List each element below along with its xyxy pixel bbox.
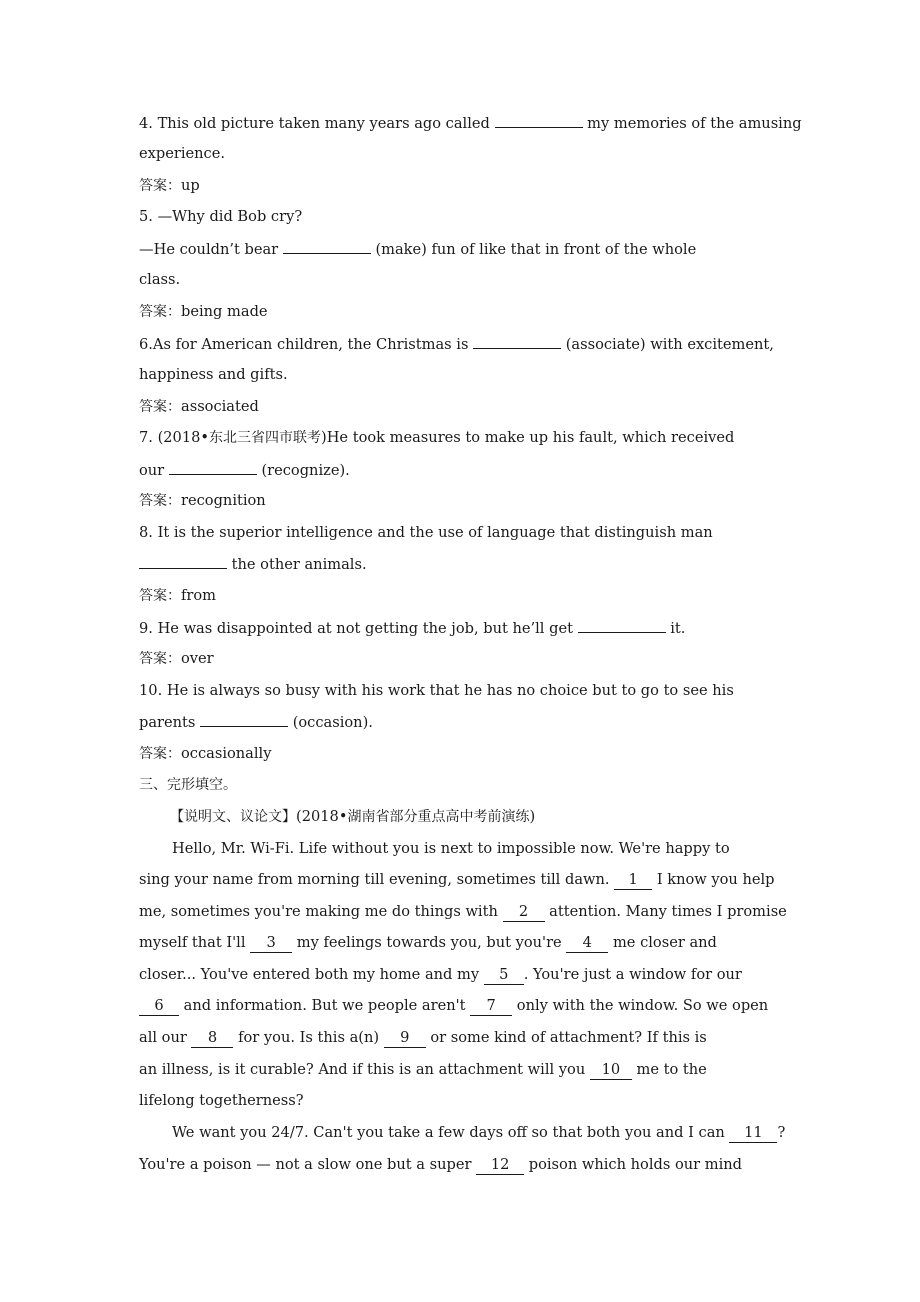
question-7: 7. (2018•东北三省四市联考)He took measures to make up his fault, which received xyxy=(139,429,735,446)
passage-line: an illness, is it curable? And if this is an attachment will you 10 me to the xyxy=(139,1061,707,1078)
answer-5: 答案：being made xyxy=(139,303,268,320)
passage-line: all our 8 for you. Is this a(n) 9 or some kind of attachment? If this is xyxy=(139,1029,707,1046)
question-8: 8. It is the superior intelligence and the use of language that distinguish man xyxy=(139,524,713,541)
answer-8: 答案：from xyxy=(139,587,217,604)
question-4: 4. This old picture taken many years ago called my memories of the amusing xyxy=(139,115,802,132)
answer-9: 答案：over xyxy=(139,650,214,667)
cloze-blank-11: 11 xyxy=(729,1124,777,1143)
question-6-cont: happiness and gifts. xyxy=(139,366,288,383)
cloze-blank-6: 6 xyxy=(139,997,179,1016)
question-4-cont: experience. xyxy=(139,145,225,162)
passage-line: sing your name from morning till evening, sometimes till dawn. 1 I know you help xyxy=(139,871,775,888)
cloze-blank-10: 10 xyxy=(590,1061,632,1080)
question-5: 5. —Why did Bob cry? xyxy=(139,208,303,225)
question-8-cont: the other animals. xyxy=(139,554,367,575)
question-10: 10. He is always so busy with his work that he has no choice but to go to see his xyxy=(139,682,734,699)
answer-7: 答案：recognition xyxy=(139,492,266,509)
passage-line: myself that I'll 3 my feelings towards you, but you're 4 me closer and xyxy=(139,934,717,951)
answer-blank xyxy=(495,113,583,128)
question-6: 6.As for American children, the Christmas is (associate) with excitement, xyxy=(139,336,774,353)
cloze-blank-4: 4 xyxy=(566,934,608,953)
question-10-cont: parents (occasion). xyxy=(139,714,373,731)
passage-line: lifelong togetherness? xyxy=(139,1092,304,1109)
answer-4: 答案：up xyxy=(139,177,200,194)
cloze-blank-2: 2 xyxy=(503,903,545,922)
answer-blank xyxy=(473,334,561,349)
cloze-blank-1: 1 xyxy=(614,871,652,890)
question-5-reply: —He couldn’t bear (make) fun of like that in front of the whole xyxy=(139,241,697,258)
cloze-blank-9: 9 xyxy=(384,1029,426,1048)
answer-blank xyxy=(200,712,288,727)
passage-line: We want you 24/7. Can't you take a few days off so that both you and I can 11 ? xyxy=(172,1124,786,1141)
answer-blank xyxy=(283,239,371,254)
passage-line: You're a poison — not a slow one but a super 12 poison which holds our mind xyxy=(139,1156,743,1173)
passage-line: me, sometimes you're making me do things with 2 attention. Many times I promise xyxy=(139,903,787,920)
passage-line: 6 and information. But we people aren't 7 only with the window. So we open xyxy=(139,996,768,1016)
answer-blank xyxy=(139,554,227,569)
cloze-blank-5: 5 xyxy=(484,966,524,985)
cloze-blank-7: 7 xyxy=(470,997,512,1016)
cloze-blank-12: 12 xyxy=(476,1156,524,1175)
answer-blank xyxy=(578,618,666,633)
question-7-cont: our (recognize). xyxy=(139,462,350,479)
section-title: 三、完形填空。 xyxy=(139,777,237,793)
answer-blank xyxy=(169,460,257,475)
section-source: 【说明文、议论文】(2018•湖南省部分重点高中考前演练) xyxy=(170,808,536,825)
passage-line: Hello, Mr. Wi-Fi. Life without you is next to impossible now. We're happy to xyxy=(172,840,730,857)
cloze-blank-8: 8 xyxy=(191,1029,233,1048)
question-5-cont: class. xyxy=(139,271,181,288)
cloze-blank-3: 3 xyxy=(250,934,292,953)
answer-10: 答案：occasionally xyxy=(139,745,272,762)
question-9: 9. He was disappointed at not getting the job, but he’ll get it. xyxy=(139,620,686,637)
answer-6: 答案：associated xyxy=(139,398,259,415)
passage-line: closer... You've entered both my home and my 5 . You're just a window for our xyxy=(139,966,742,983)
